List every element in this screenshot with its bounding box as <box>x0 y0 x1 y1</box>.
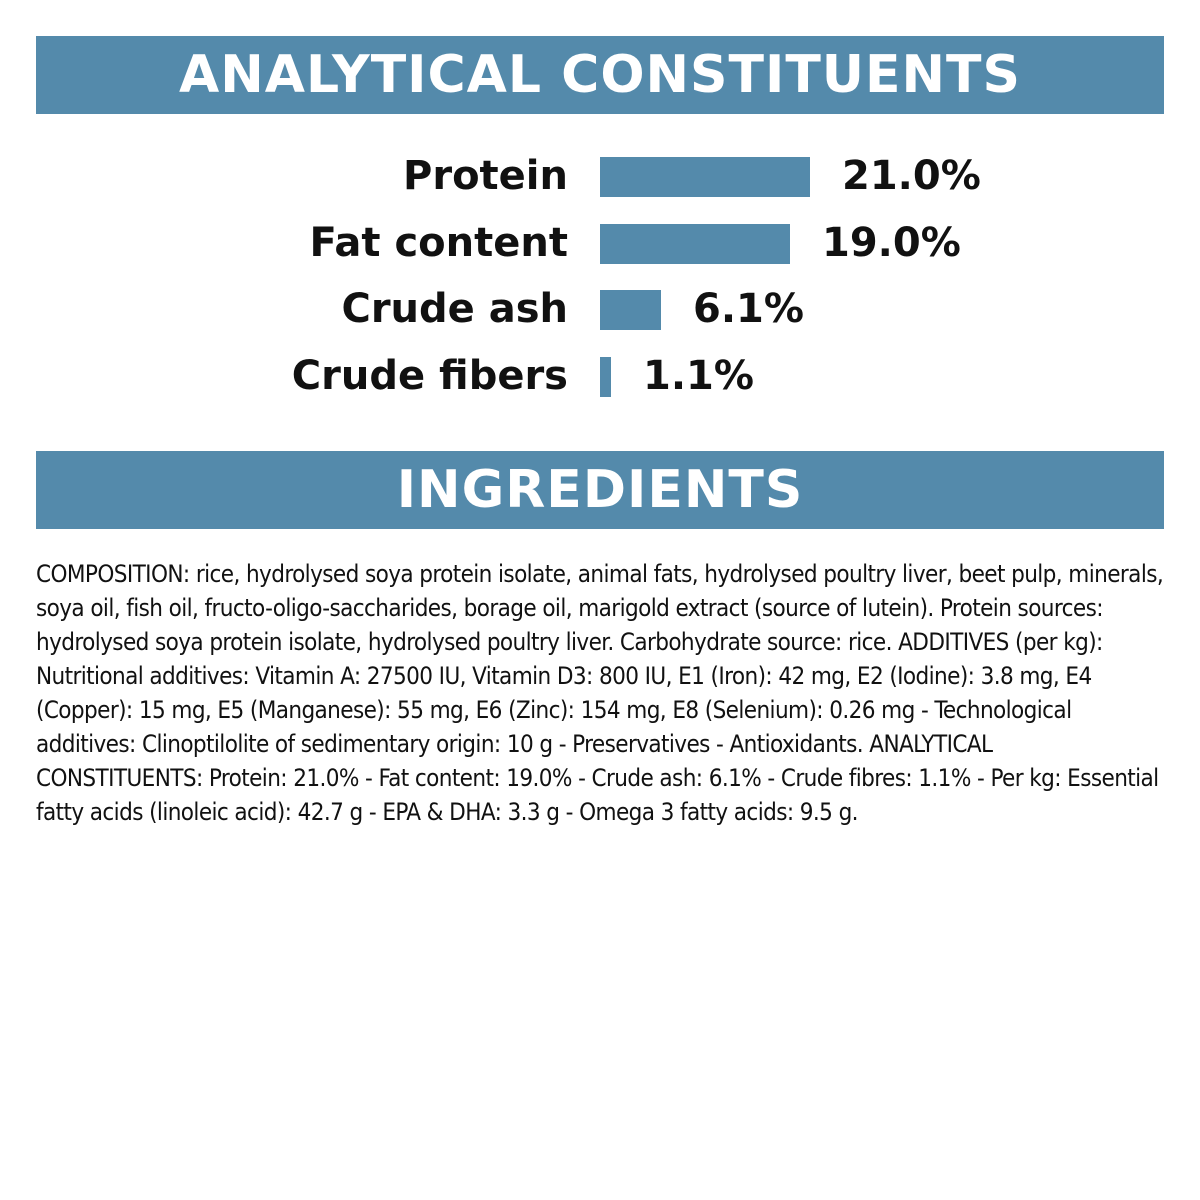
chart-row <box>0 146 1200 206</box>
category-label: Crude ash <box>341 286 568 332</box>
analytical-constituents-banner <box>36 36 1164 114</box>
analytical-constituents-title: ANALYTICAL CONSTITUENTS <box>179 45 1021 105</box>
category-label: Crude fibers <box>291 352 568 399</box>
chart-row <box>0 213 1200 273</box>
value-label: 1.1% <box>643 352 754 399</box>
ingredients-banner <box>36 451 1164 529</box>
bar <box>600 357 611 397</box>
bar <box>600 157 810 197</box>
bar <box>600 224 790 264</box>
chart-row <box>0 279 1200 339</box>
value-label: 19.0% <box>822 219 961 266</box>
bar <box>600 290 661 330</box>
value-label: 6.1% <box>693 286 804 332</box>
category-label: Fat content <box>309 219 568 266</box>
category-label: Protein <box>403 153 568 199</box>
ingredients-composition-text: COMPOSITION: rice, hydrolysed soya protein isolate, animal fats, hydrolysed poultry liver, beet pulp, minerals, soya oil, fish oil, fructo-oligo-saccharides, borage oil, marigold extract (source of lutein). Protein sources: hydrolysed soya protein isolate, hydrolysed poultry liver. Carbohydrate source: rice. ADDITIVES (per kg): Nutritional additives: Vitamin A: 27500 IU, Vitamin D3: 800 IU, E1 (Iron): 42 mg, E2 (Iodine): 3.8 mg, E4 (Copper): 15 mg, E5 (Manganese): 55 mg, E6 (Zinc): 154 mg, E8 (Selenium): 0.26 mg - Technological additives: Clinoptilolite of sedimentary origin: 10 g - Preservatives - Antioxidants. ANALYTICAL CONSTITUENTS: Protein: 21.0% - Fat content: 19.0% - Crude ash: 6.1% - Crude fibres: 1.1% - Per kg: Essential fatty acids (linoleic acid): 42.7 g - EPA & DHA: 3.3 g - Omega 3 fatty acids: 9.5 g. <box>36 560 1164 826</box>
value-label: 21.0% <box>842 153 981 199</box>
chart-row <box>0 346 1200 406</box>
ingredients-title: INGREDIENTS <box>396 460 804 520</box>
